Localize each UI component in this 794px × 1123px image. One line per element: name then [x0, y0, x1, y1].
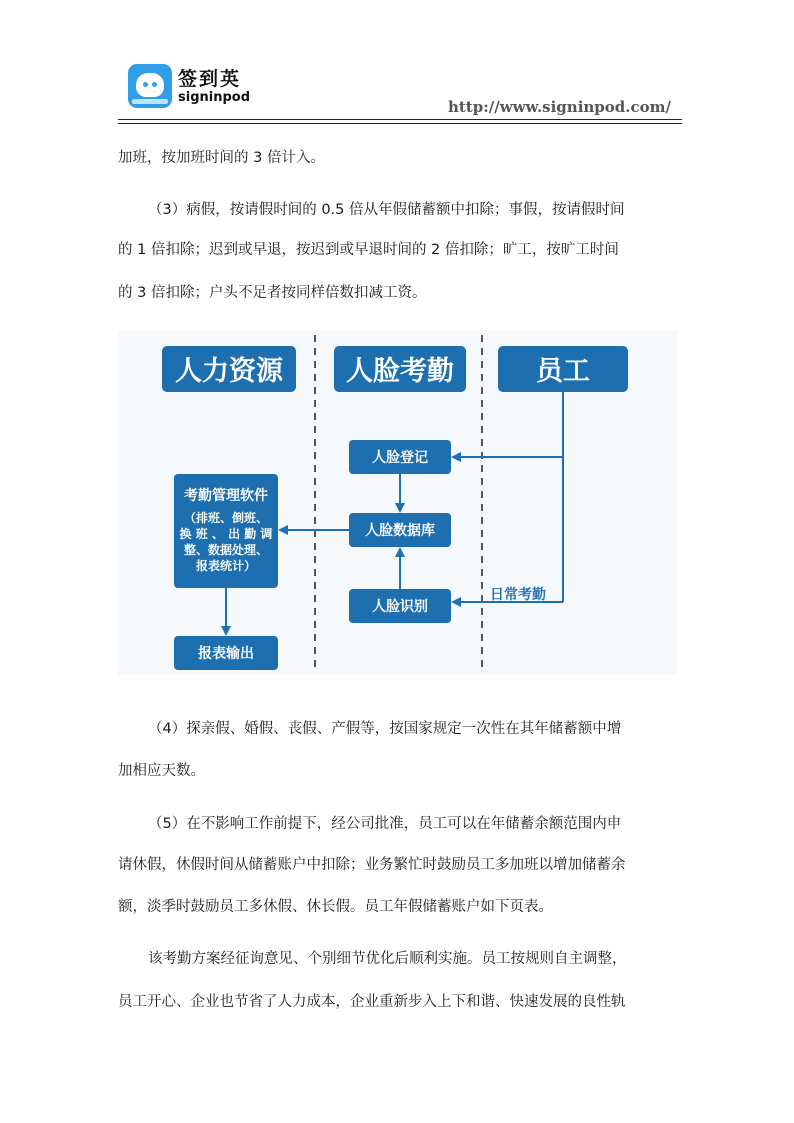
- paragraph-line: （3）病假，按请假时间的 0.5 倍从年假储蓄额中扣除；事假，按请假时间: [148, 202, 625, 218]
- paragraph-line: 加班，按加班时间的 3 倍计入。: [118, 150, 325, 166]
- paragraph-line: 该考勤方案经征询意见、个别细节优化后顺利实施。员工按规则自主调整，: [148, 951, 627, 967]
- face-database-label: 人脸数据库: [365, 523, 435, 539]
- daily-attendance-label: 日常考勤: [490, 587, 546, 603]
- brand-logo-icon: [128, 64, 172, 108]
- paragraph-line: （4）探亲假、婚假、丧假、产假等，按国家规定一次性在其年储蓄额中增: [148, 721, 622, 737]
- header-rule-top: [118, 119, 682, 120]
- flow-diagram-svg: [118, 330, 678, 675]
- paragraph-line: 员工开心、企业也节省了人力成本，企业重新步入上下和谐、快速发展的良性轨: [118, 994, 626, 1010]
- software-line: 换 班 、 出 勤 调: [179, 527, 273, 541]
- logo-face: [136, 73, 164, 97]
- paragraph-line: 额，淡季时鼓励员工多休假、休长假。员工年假储蓄账户如下页表。: [118, 899, 553, 915]
- logo-eye-right: [152, 82, 157, 87]
- paragraph-line: 请休假，休假时间从储蓄账户中扣除；业务繁忙时鼓励员工多加班以增加储蓄余: [118, 857, 626, 873]
- software-line: 报表统计）: [195, 559, 257, 573]
- header-hr-label: 人力资源: [175, 356, 283, 387]
- software-line: 整、数据处理、: [183, 543, 269, 557]
- logo-base: [132, 99, 168, 104]
- header-face-label: 人脸考勤: [346, 356, 454, 387]
- software-title: 考勤管理软件: [184, 488, 268, 504]
- logo-eye-left: [143, 82, 148, 87]
- software-line: （排班、倒班、: [183, 511, 269, 525]
- brand-name-en: signinpod: [178, 90, 251, 105]
- site-url-link[interactable]: http://www.signinpod.com/: [447, 98, 671, 116]
- face-recognize-label: 人脸识别: [372, 599, 428, 615]
- paragraph-line: 的 3 倍扣除；户头不足者按同样倍数扣减工资。: [118, 285, 427, 301]
- paragraph-line: 加相应天数。: [118, 763, 205, 779]
- face-register-label: 人脸登记: [372, 450, 428, 466]
- header-rule-bottom: [118, 123, 682, 124]
- paragraph-line: （5）在不影响工作前提下，经公司批准，员工可以在年储蓄余额范围内申: [148, 816, 622, 832]
- brand-name-cn: 签到英: [178, 68, 242, 90]
- header-staff-label: 员工: [536, 356, 590, 387]
- paragraph-line: 的 1 倍扣除；迟到或早退，按迟到或早退时间的 2 倍扣除；旷工，按旷工时间: [118, 242, 619, 258]
- report-output-label: 报表输出: [198, 646, 254, 662]
- attendance-flow-diagram: [118, 330, 678, 675]
